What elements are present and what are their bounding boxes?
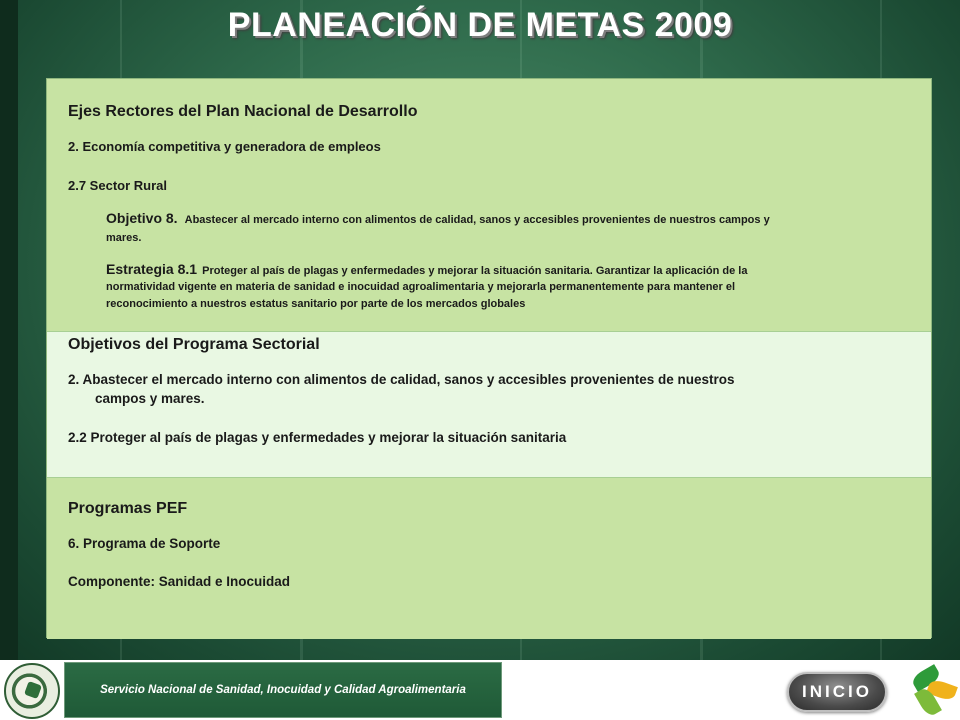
pnd-axis: 2. Economía competitiva y generadora de empleos: [68, 139, 381, 154]
left-stripe: [0, 0, 18, 660]
strategy-label: Estrategia 8.1: [106, 261, 198, 277]
sectorial-item-2: 2. Abastecer el mercado interno con alimentos de calidad, sanos y accesibles provenientes de nuestros: [68, 372, 735, 387]
sectorial-heading: Objetivos del Programa Sectorial: [68, 336, 320, 353]
pef-program: 6. Programa de Soporte: [68, 536, 221, 551]
strategy-text: Proteger al país de plagas y enfermedades y mejorar la situación sanitaria. Garantizar la aplicación de la: [202, 265, 748, 277]
pef-section: [47, 477, 931, 639]
objective-block: [106, 210, 916, 229]
objective-text-cont: mares.: [106, 232, 142, 244]
seal-center-mark: [24, 681, 42, 699]
pnd-sector: 2.7 Sector Rural: [68, 178, 167, 193]
sectorial-item-2-cont: campos y mares.: [95, 391, 205, 406]
sectorial-item-2-2: 2.2 Proteger al país de plagas y enfermedades y mejorar la situación sanitaria: [68, 430, 567, 445]
leaf-logo-icon: [906, 664, 960, 720]
pnd-section: [47, 79, 931, 331]
pef-heading: Programas PEF: [68, 500, 188, 517]
content-panel: [46, 78, 932, 638]
sectorial-section: [47, 331, 931, 477]
page-title: PLANEACIÓN DE METAS 2009: [227, 6, 733, 44]
strategy-text-line3: reconocimiento a nuestros estatus sanitario por parte de los mercados globales: [106, 298, 526, 310]
objective-label: Objetivo 8.: [106, 210, 178, 226]
senasica-seal-icon: [4, 663, 60, 719]
objective-text: Abastecer al mercado interno con alimentos de calidad, sanos y accesibles provenientes de nuestros campos y: [184, 214, 770, 226]
inicio-button[interactable]: INICIO: [787, 672, 887, 712]
agency-banner: [64, 662, 502, 718]
agency-name: Servicio Nacional de Sanidad, Inocuidad y Calidad Agroalimentaria: [100, 684, 466, 696]
pef-component: Componente: Sanidad e Inocuidad: [68, 574, 291, 589]
strategy-text-line2: normatividad vigente en materia de sanidad e inocuidad agroalimentaria y mejorarla permanentemente para mantener el: [106, 281, 736, 293]
pnd-heading: Ejes Rectores del Plan Nacional de Desarrollo: [68, 103, 418, 120]
strategy-block: [106, 261, 916, 280]
